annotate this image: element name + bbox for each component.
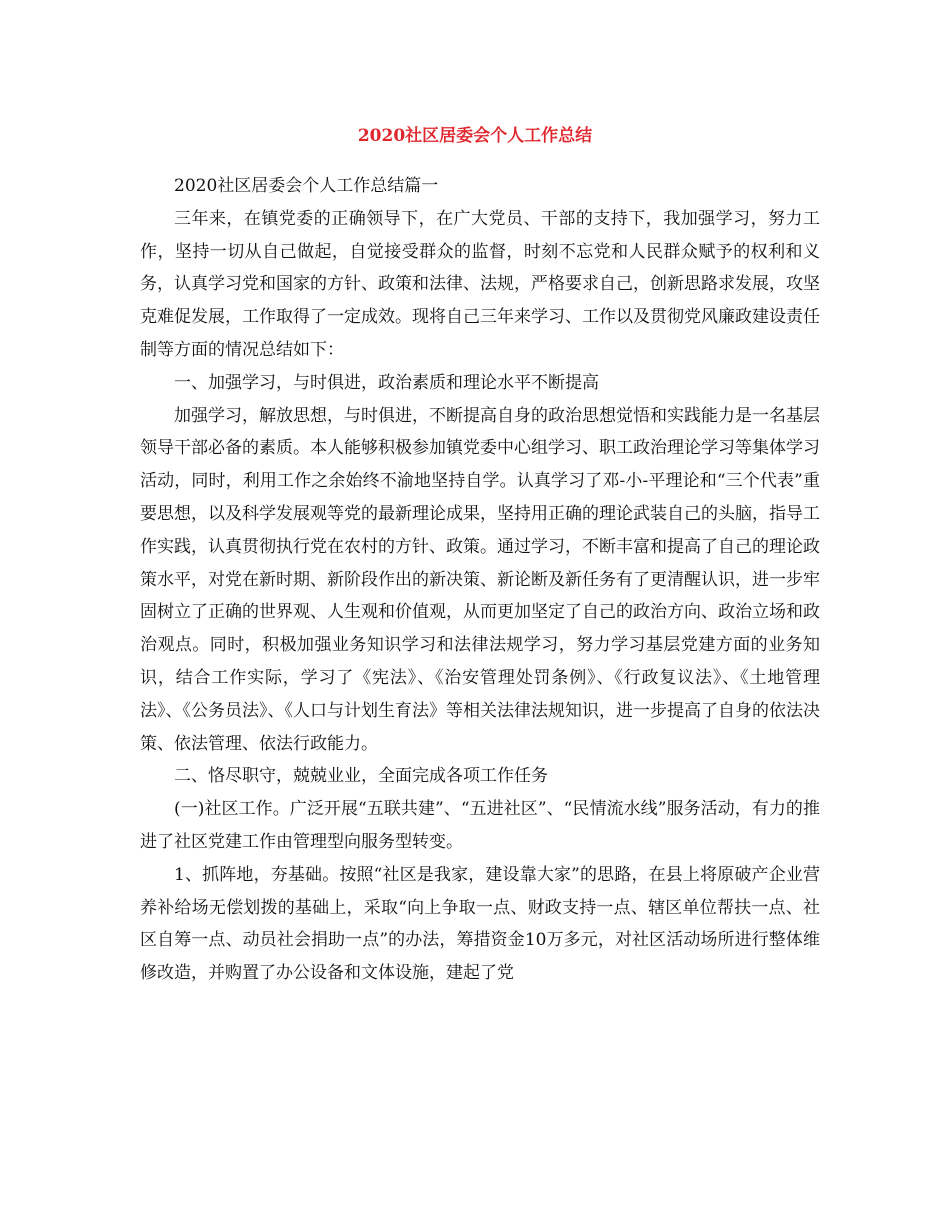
section-heading: 2020社区居委会个人工作总结篇一 [174,176,439,196]
section-heading: 二、恪尽职守，兢兢业业，全面完成各项工作任务 [174,766,548,787]
body-paragraph: 加强学习，解放思想，与时俱进，不断提高自身的政治思想觉悟和实践能力是一名基层领导干部必备的素质。本人能够积极参加镇党委中心组学习、职工政治理论学习等集体学习活动，同时，利用工作之余始终不渝地坚持自学。认真学习了邓-小-平理论和“三个代表”重要思想，以及科学发展观等党的最新理论成果，坚持用正确的理论武装自己的头脑，指导工作实践，认真贯彻执行党在农村的方针、政策。通过学习，不断丰富和提高了自己的理论政策水平，对党在新时期、新阶段作出的新决策、新论断及新任务有了更清醒认识，进一步牢固树立了正确的世界观、人生观和价值观，从而更加坚定了自己的政治方向、政治立场和政治观点。同时，积极加强业务知识学习和法律法规学习，努力学习基层党建方面的业务知识，结合工作实际，学习了《宪法》、《治安管理处罚条例》、《行政复议法》、《土地管理法》、《公务员法》、《人口与计划生育法》等相关法律法规知识，进一步提高了自身的依法决策、依法管理、依法行政能力。 [140,405,820,754]
body-paragraph: (一)社区工作。广泛开展“五联共建”、“五进社区”、“民情流水线”服务活动，有力的推进了社区党建工作由管理型向服务型转变。 [140,799,820,852]
body-paragraph: 三年来，在镇党委的正确领导下，在广大党员、干部的支持下，我加强学习，努力工作，坚持一切从自己做起，自觉接受群众的监督，时刻不忘党和人民群众赋予的权利和义务，认真学习党和国家的方针、政策和法律、法规，严格要求自己，创新思路求发展，攻坚克难促发展，工作取得了一定成效。现将自己三年来学习、工作以及贯彻党风廉政建设责任制等方面的情况总结如下： [140,208,820,360]
document-title: 2020社区居委会个人工作总结 [357,126,593,146]
document-body [140,170,820,990]
body-paragraph: 1、抓阵地，夯基础。按照“社区是我家，建设靠大家”的思路，在县上将原破产企业营养补给场无偿划拨的基础上，采取“向上争取一点、财政支持一点、辖区单位帮扶一点、社区自筹一点、动员社会捐助一点”的办法，筹措资金10万多元，对社区活动场所进行整体维修改造，并购置了办公设备和文体设施，建起了党 [140,864,820,984]
section-heading: 一、加强学习，与时俱进，政治素质和理论水平不断提高 [174,372,599,393]
